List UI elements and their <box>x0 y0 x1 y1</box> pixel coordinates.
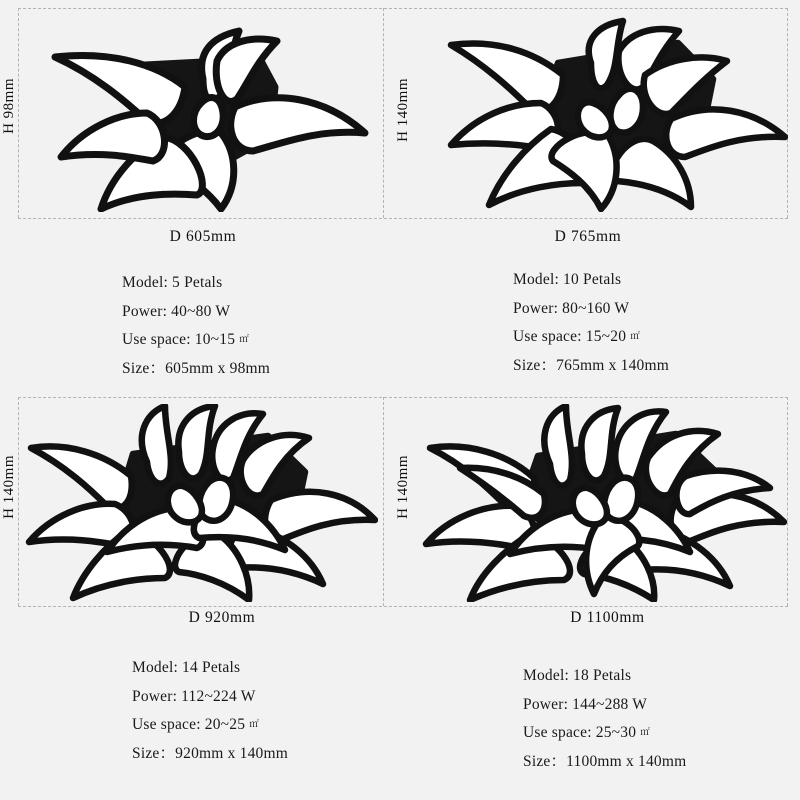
spec-use-space-text-18-petals: Use space: 25~30 <box>523 724 637 741</box>
product-image-18-petals <box>415 403 790 603</box>
spec-power-14-petals: Power: 112~224 W <box>132 687 256 705</box>
spec-model-18-petals: Model: 18 Petals <box>523 667 632 684</box>
diameter-label-5-petals: D 605mm <box>169 228 237 245</box>
height-label-14-petals: H 140mm <box>1 455 17 519</box>
spec-use-space-18-petals <box>523 725 686 741</box>
spec-use-space-5-petals <box>122 332 270 348</box>
product-image-14-petals <box>20 403 380 603</box>
spec-model-5-petals: Model: 5 Petals <box>122 274 223 291</box>
spec-size-10-petals: Size：765mm x 140mm <box>513 356 670 374</box>
spec-power-10-petals: Power: 80~160 W <box>513 299 630 317</box>
height-label-10-petals: H 140mm <box>395 78 411 142</box>
guide-line-mid <box>18 397 788 398</box>
spec-block-18-petals <box>523 668 686 769</box>
spec-use-space-text-14-petals: Use space: 20~25 <box>132 716 246 733</box>
spec-block-10-petals <box>513 272 669 373</box>
spec-size-5-petals: Size：605mm x 98mm <box>122 359 271 377</box>
spec-power-5-petals: Power: 40~80 W <box>122 302 231 320</box>
diameter-label-18-petals: D 1100mm <box>570 609 645 626</box>
spec-use-space-text-10-petals: Use space: 15~20 <box>513 328 627 345</box>
product-image-5-petals <box>20 14 380 214</box>
guide-line-center-lower <box>383 397 384 606</box>
spec-size-14-petals: Size：920mm x 140mm <box>132 744 289 762</box>
spec-size-18-petals: Size：1100mm x 140mm <box>523 752 687 770</box>
guide-line-mid-lower <box>18 606 788 607</box>
height-label-18-petals: H 140mm <box>395 455 411 519</box>
diameter-label-10-petals: D 765mm <box>554 228 622 245</box>
spec-use-space-unit-5-petals: ㎡ <box>239 335 249 345</box>
guide-line-mid-upper <box>18 218 788 219</box>
spec-model-14-petals: Model: 14 Petals <box>132 659 241 676</box>
spec-use-space-10-petals <box>513 329 669 345</box>
spec-block-5-petals <box>122 275 270 376</box>
spec-power-18-petals: Power: 144~288 W <box>523 695 648 713</box>
diameter-label-14-petals: D 920mm <box>188 609 256 626</box>
product-image-10-petals <box>420 14 790 214</box>
spec-use-space-unit-10-petals: ㎡ <box>630 332 640 342</box>
guide-line-left-lower <box>18 397 19 606</box>
spec-model-10-petals: Model: 10 Petals <box>513 271 622 288</box>
guide-line-center-upper <box>383 8 384 218</box>
height-label-5-petals: H 98mm <box>1 78 17 134</box>
spec-use-space-unit-18-petals: ㎡ <box>640 728 650 738</box>
spec-block-14-petals <box>132 660 288 761</box>
spec-use-space-text-5-petals: Use space: 10~15 <box>122 331 236 348</box>
guide-line-left-upper <box>18 8 19 218</box>
guide-line-top <box>18 8 788 9</box>
spec-use-space-14-petals <box>132 717 288 733</box>
spec-use-space-unit-14-petals: ㎡ <box>249 720 259 730</box>
